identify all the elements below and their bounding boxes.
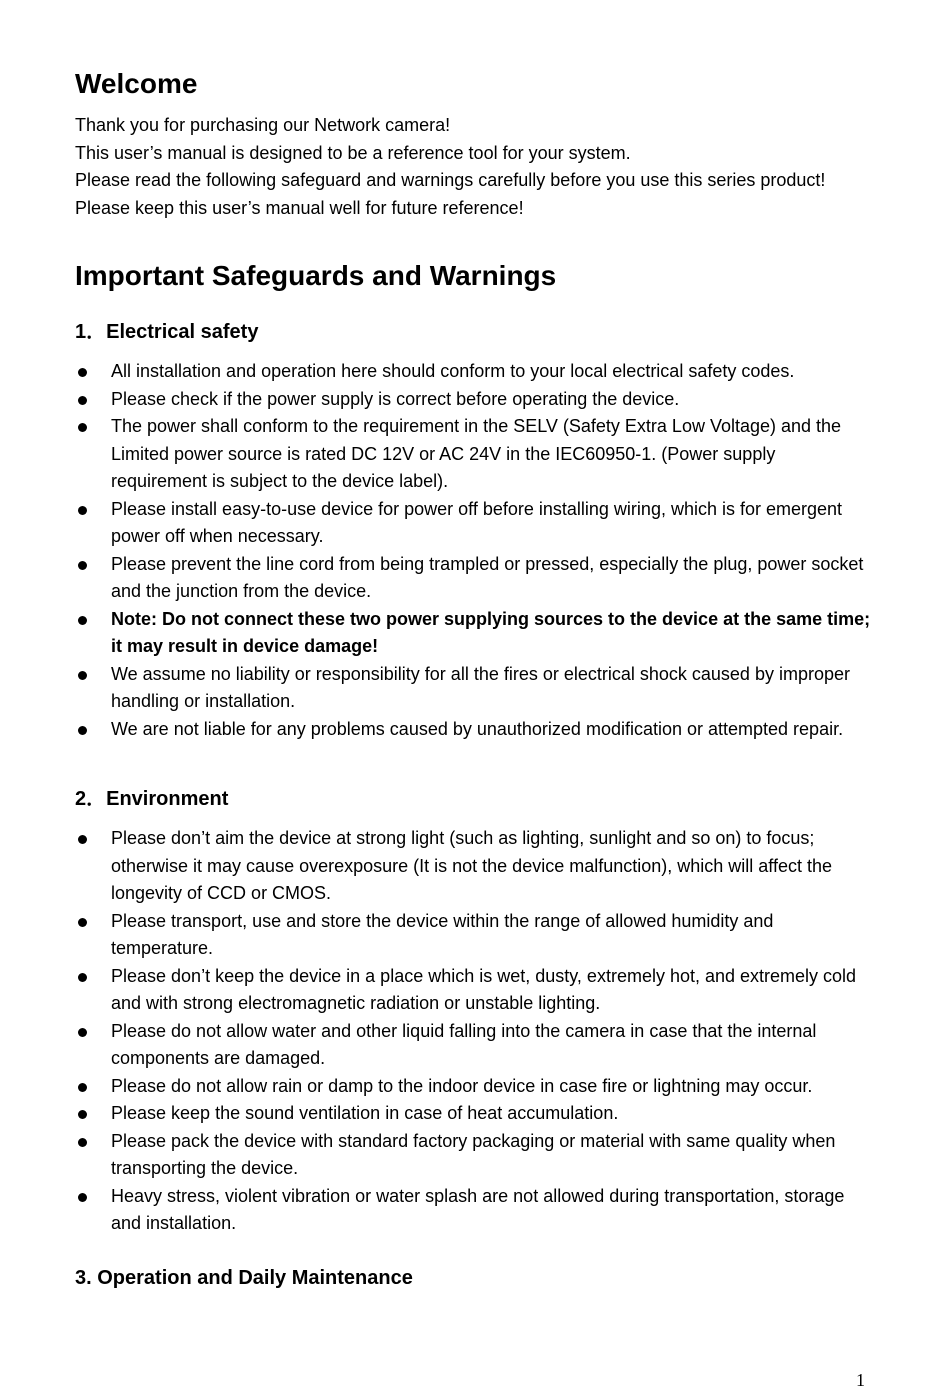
safeguards-title: Important Safeguards and Warnings — [75, 260, 557, 291]
list-item: Please transport, use and store the device within the range of allowed humidity and temperature. — [75, 908, 875, 963]
welcome-paragraph — [75, 112, 825, 222]
bullet-icon — [78, 1083, 87, 1092]
bullet-icon — [78, 1193, 87, 1202]
welcome-line: This user’s manual is designed to be a reference tool for your system. — [75, 142, 631, 163]
bullet-icon — [78, 616, 87, 625]
welcome-title: Welcome — [75, 68, 198, 99]
list-item: Heavy stress, violent vibration or water splash are not allowed during transportation, storage and installation. — [75, 1183, 875, 1238]
list-item: Please prevent the line cord from being trampled or pressed, especially the plug, power socket and the junction from the device. — [75, 551, 875, 606]
welcome-line: Please read the following safeguard and warnings carefully before you use this series product! — [75, 170, 826, 190]
bullet-icon — [78, 835, 87, 844]
section-heading-operation-maintenance: 3. Operation and Daily Maintenance — [75, 1267, 413, 1289]
list-item: Please do not allow rain or damp to the indoor device in case fire or lightning may occur. — [75, 1073, 875, 1101]
list-item: Please pack the device with standard factory packaging or material with same quality when transporting the device. — [75, 1128, 875, 1183]
bullet-icon — [78, 1028, 87, 1037]
list-item: All installation and operation here should conform to your local electrical safety codes. — [75, 358, 875, 386]
bullet-icon — [78, 561, 87, 570]
electrical-safety-list — [75, 358, 875, 743]
environment-list — [75, 825, 875, 1238]
list-item: Please check if the power supply is correct before operating the device. — [75, 386, 875, 414]
list-item: Please don’t keep the device in a place which is wet, dusty, extremely hot, and extremely cold and with strong electromagnetic radiation or unstable lighting. — [75, 963, 875, 1018]
list-item: We are not liable for any problems caused by unauthorized modification or attempted repair. — [75, 716, 875, 744]
section-heading-electrical-safety: 1．Electrical safety — [75, 321, 259, 343]
bullet-icon — [78, 1138, 87, 1147]
list-item: The power shall conform to the requirement in the SELV (Safety Extra Low Voltage) and the Limited power source is rated DC 12V or AC 24V in the IEC60950-1. (Power supply requirement is subject to the device label). — [75, 413, 875, 496]
list-item: We assume no liability or responsibility for all the fires or electrical shock caused by improper handling or installation. — [75, 661, 875, 716]
bullet-icon — [78, 1110, 87, 1119]
page-number: 1 — [856, 1370, 865, 1390]
section-heading-environment: 2．Environment — [75, 788, 229, 810]
bullet-icon — [78, 973, 87, 982]
list-item: Please keep the sound ventilation in case of heat accumulation. — [75, 1100, 875, 1128]
welcome-line: Thank you for purchasing our Network camera! — [75, 115, 451, 135]
list-item: Please install easy-to-use device for power off before installing wiring, which is for emergent power off when necessary. — [75, 496, 875, 551]
bullet-icon — [78, 506, 87, 515]
bullet-icon — [78, 396, 87, 405]
bullet-icon — [78, 368, 87, 377]
list-item-note: Note: Do not connect these two power supplying sources to the device at the same time; it may result in device damage! — [75, 606, 875, 661]
bullet-icon — [78, 918, 87, 927]
list-item: Please do not allow water and other liquid falling into the camera in case that the internal components are damaged. — [75, 1018, 875, 1073]
bullet-icon — [78, 726, 87, 735]
bullet-icon — [78, 671, 87, 680]
welcome-line: Please keep this user’s manual well for future reference! — [75, 197, 524, 218]
list-item: Please don’t aim the device at strong light (such as lighting, sunlight and so on) to focus; otherwise it may cause overexposure (It is not the device malfunction), which will affect the longevity of CCD or CMOS. — [75, 825, 875, 908]
bullet-icon — [78, 423, 87, 432]
